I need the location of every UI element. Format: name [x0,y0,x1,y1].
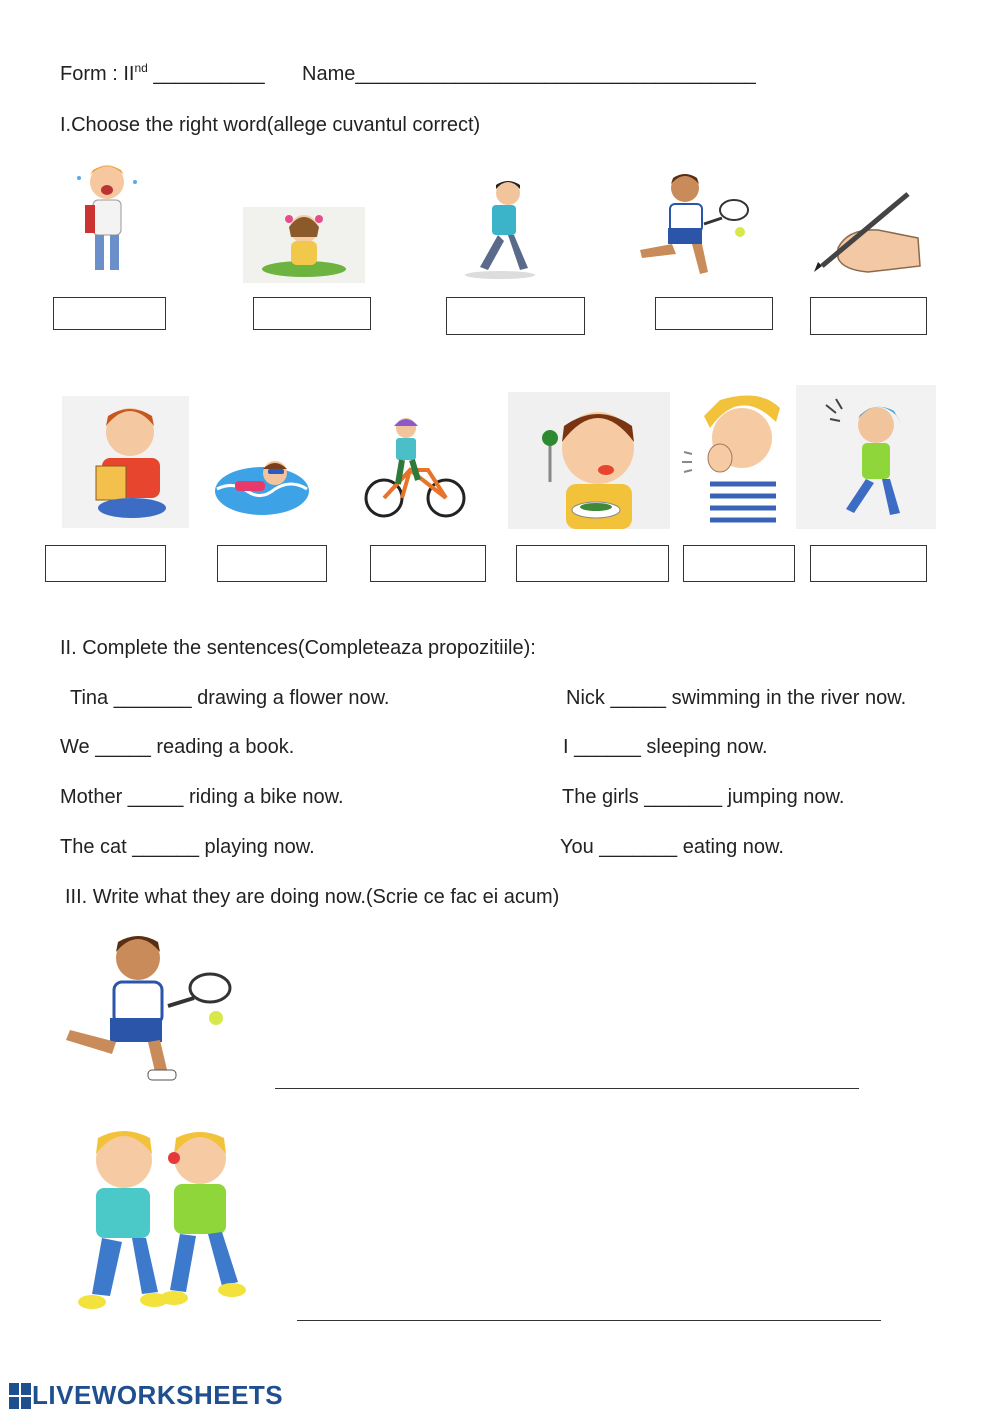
answer-box-7[interactable] [217,545,327,582]
writing-hand-picture [808,188,926,276]
answer-box-10[interactable] [683,545,795,582]
walking-boy-picture [796,385,936,529]
answer-line-1[interactable] [275,1088,859,1089]
section1-title: I.Choose the right word(allege cuvantul correct) [60,114,481,136]
section3-title: III. Write what they are doing now.(Scrie ce fac ei acum) [65,886,560,908]
section2-title: II. Complete the sentences(Completeaza propozitiile): [60,637,536,659]
sentence-right-3: The girls _______ jumping now. [562,786,845,808]
liveworksheets-logo-icon [8,1382,32,1410]
liveworksheets-logo [8,1380,283,1411]
name-label: Name____________________________________ [302,63,756,85]
answer-box-8[interactable] [370,545,486,582]
tennis-boy-large-picture [60,930,235,1090]
tennis-boy-picture [630,170,755,282]
sentence-left-4: The cat ______ playing now. [60,836,315,858]
answer-line-2[interactable] [297,1320,881,1321]
sneezing-boy-picture [680,392,792,529]
swimming-girl-picture [213,441,311,519]
answer-box-4[interactable] [655,297,773,330]
sentence-left-3: Mother _____ riding a bike now. [60,786,344,808]
sentence-right-1: Nick _____ swimming in the river now. [566,687,907,709]
sentence-left-2: We _____ reading a book. [60,736,295,758]
answer-box-6[interactable] [45,545,166,582]
answer-box-5[interactable] [810,297,927,335]
sentence-right-2: I ______ sleeping now. [563,736,768,758]
reading-boy-picture [62,396,189,528]
running-boy-picture [450,175,550,280]
two-children-picture [62,1118,262,1318]
cycling-boy-picture [362,414,468,520]
liveworksheets-brand: LIVEWORKSHEETS [32,1380,284,1410]
answer-box-11[interactable] [810,545,927,582]
sitting-girl-picture [243,207,365,283]
sentence-left-1: Tina _______ drawing a flower now. [70,687,390,709]
answer-box-9[interactable] [516,545,669,582]
answer-box-1[interactable] [53,297,166,330]
crying-boy-picture [65,160,150,280]
eating-boy-picture [508,392,670,529]
answer-box-2[interactable] [253,297,371,330]
answer-box-3[interactable] [446,297,585,335]
sentence-right-4: You _______ eating now. [560,836,784,858]
form-label: Form : IInd __________ [60,61,265,85]
